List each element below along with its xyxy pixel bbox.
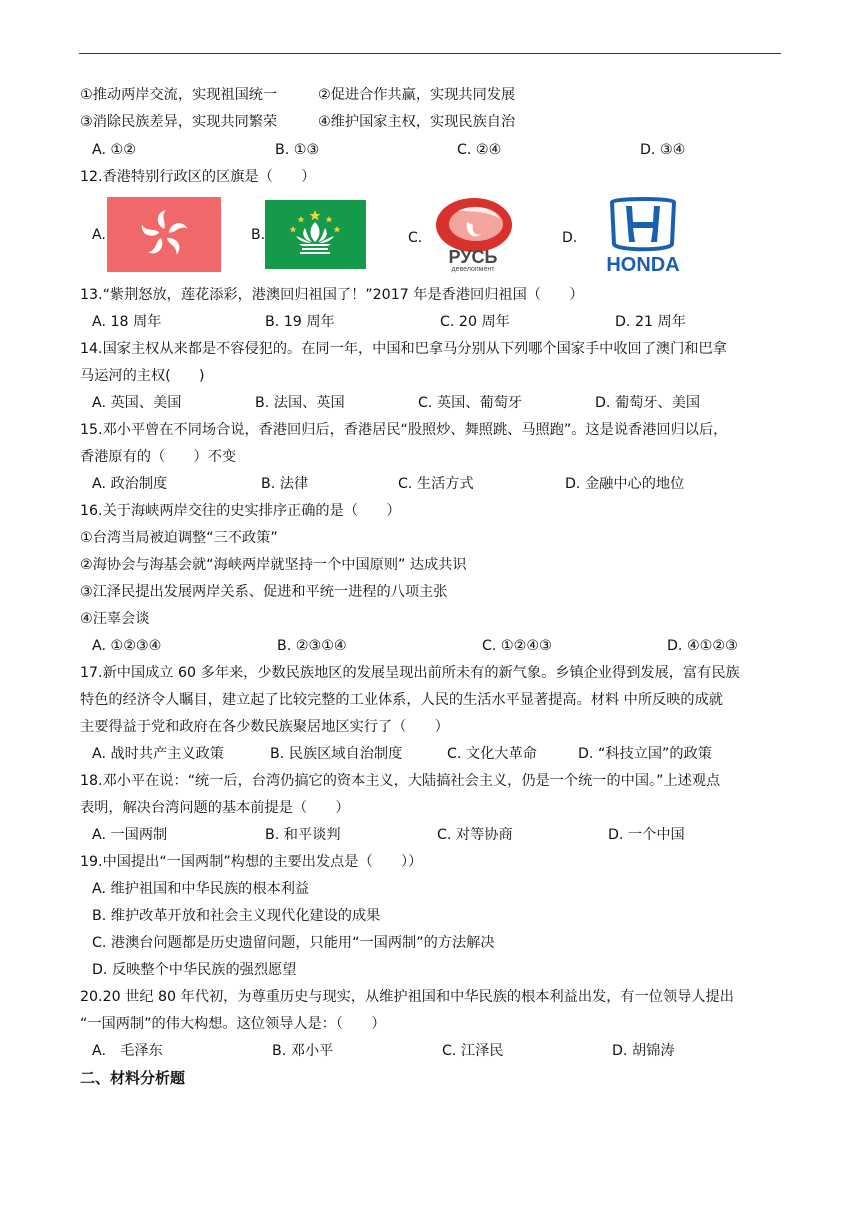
q16-item-1: ①台湾当局被迫调整“三不政策”	[80, 530, 278, 546]
q14-option-a[interactable]: A. 英国、美国	[92, 395, 182, 411]
q13-stem: 13.“紫荆怒放，莲花添彩，港澳回归祖国了！”2017 年是香港回归祖国（ ）	[80, 287, 584, 303]
q17-option-c[interactable]: C. 文化大革命	[447, 746, 537, 762]
q11-option-b[interactable]: B. ①③	[275, 142, 320, 158]
q12-option-c-label[interactable]: C.	[408, 230, 423, 246]
q19-option-d[interactable]: D. 反映整个中华民族的强烈愿望	[92, 962, 297, 978]
q14-option-c[interactable]: C. 英国、葡萄牙	[418, 395, 523, 411]
q19-option-c[interactable]: C. 港澳台问题都是历史遗留问题，只能用“一国两制”的方法解决	[92, 935, 495, 951]
q15-option-d[interactable]: D. 金融中心的地位	[565, 476, 685, 492]
q12-option-b-label[interactable]: B.	[251, 227, 266, 243]
q11-item-4: ④维护国家主权，实现民族自治	[318, 114, 516, 130]
q20-stem-line-1: 20.20 世纪 80 年代初，为尊重历史与现实，从维护祖国和中华民族的根本利益出发，有一位领导人提出	[80, 989, 734, 1005]
rus-development-logo-image[interactable]	[420, 197, 526, 273]
q12-option-d-label[interactable]: D.	[562, 230, 578, 246]
q16-option-c[interactable]: C. ①②④③	[482, 638, 552, 654]
rus-logo-text: РУСЬ	[448, 247, 498, 267]
q18-option-d[interactable]: D. 一个中国	[608, 827, 685, 843]
q14-option-b[interactable]: B. 法国、英国	[255, 395, 345, 411]
honda-logo-image[interactable]	[576, 196, 710, 274]
q20-stem-line-2: “一国两制”的伟大构想。这位领导人是：（ ）	[80, 1016, 386, 1032]
q20-option-c[interactable]: C. 江泽民	[442, 1043, 504, 1059]
section-heading-material-analysis: 二、材料分析题	[80, 1069, 186, 1087]
q11-option-d[interactable]: D. ③④	[640, 142, 686, 158]
macau-flag-image[interactable]	[265, 200, 366, 269]
q17-stem-line-1: 17.新中国成立 60 多年来，少数民族地区的发展呈现出前所未有的新气象。乡镇企业得到发展，富有民族	[80, 665, 740, 681]
q14-option-d[interactable]: D. 葡萄牙、美国	[595, 395, 701, 411]
q17-option-d[interactable]: D. “科技立国”的政策	[578, 746, 712, 762]
q19-option-a[interactable]: A. 维护祖国和中华民族的根本利益	[92, 881, 310, 897]
q15-option-c[interactable]: C. 生活方式	[398, 476, 474, 492]
q15-option-b[interactable]: B. 法律	[261, 476, 309, 492]
q16-option-b[interactable]: B. ②③①④	[277, 638, 347, 654]
hong-kong-flag-image[interactable]	[107, 197, 221, 272]
q20-option-b[interactable]: B. 邓小平	[272, 1043, 334, 1059]
q15-option-a[interactable]: A. 政治制度	[92, 476, 168, 492]
q14-stem-line-2: 马运河的主权( )	[80, 368, 205, 384]
q16-item-4: ④汪辜会谈	[80, 611, 150, 627]
header-rule	[79, 53, 781, 54]
q13-option-c[interactable]: C. 20 周年	[440, 314, 510, 330]
q11-option-a[interactable]: A. ①②	[92, 142, 136, 158]
q11-item-3: ③消除民族差异，实现共同繁荣	[80, 114, 278, 130]
q18-option-a[interactable]: A. 一国两制	[92, 827, 168, 843]
q11-item-2: ②促进合作共赢，实现共同发展	[318, 87, 516, 103]
q12-stem: 12.香港特别行政区的区旗是（ ）	[80, 169, 316, 185]
honda-logo-text: HONDA	[606, 254, 680, 274]
q16-stem: 16.关于海峡两岸交往的史实排序正确的是（ ）	[80, 503, 401, 519]
q18-stem-line-2: 表明，解决台湾问题的基本前提是（ ）	[80, 800, 350, 816]
q17-stem-line-2: 特色的经济令人瞩目，建立起了比较完整的工业体系，人民的生活水平显著提高。材料 中所反映的成就	[80, 692, 723, 708]
q16-item-2: ②海协会与海基会就“海峡两岸就坚持一个中国原则” 达成共识	[80, 557, 467, 573]
q17-option-b[interactable]: B. 民族区域自治制度	[270, 746, 403, 762]
q15-stem-line-2: 香港原有的（ ）不变	[80, 449, 237, 465]
q12-option-a-label[interactable]: A.	[92, 227, 106, 243]
q14-stem-line-1: 14.国家主权从来都是不容侵犯的。在同一年，中国和巴拿马分别从下列哪个国家手中收回了澳门和巴拿	[80, 341, 727, 357]
q18-option-b[interactable]: B. 和平谈判	[265, 827, 341, 843]
q17-option-a[interactable]: A. 战时共产主义政策	[92, 746, 224, 762]
q16-option-d[interactable]: D. ④①②③	[667, 638, 738, 654]
q13-option-a[interactable]: A. 18 周年	[92, 314, 162, 330]
q16-option-a[interactable]: A. ①②③④	[92, 638, 162, 654]
q16-item-3: ③江泽民提出发展两岸关系、促进和平统一进程的八项主张	[80, 584, 448, 600]
rus-logo-subtext: девелопмент	[451, 266, 495, 273]
q11-option-c[interactable]: C. ②④	[457, 142, 502, 158]
q18-stem-line-1: 18.邓小平在说：“统一后，台湾仍搞它的资本主义，大陆搞社会主义，仍是一个统一的中国。”上述观点	[80, 773, 721, 789]
q20-option-a[interactable]: A. 毛泽东	[92, 1043, 163, 1059]
q17-stem-line-3: 主要得益于党和政府在各少数民族聚居地区实行了（ ）	[80, 719, 449, 735]
q13-option-b[interactable]: B. 19 周年	[265, 314, 335, 330]
q13-option-d[interactable]: D. 21 周年	[615, 314, 686, 330]
q20-option-d[interactable]: D. 胡锦涛	[612, 1043, 675, 1059]
q19-option-b[interactable]: B. 维护改革开放和社会主义现代化建设的成果	[92, 908, 381, 924]
q18-option-c[interactable]: C. 对等协商	[437, 827, 513, 843]
q15-stem-line-1: 15.邓小平曾在不同场合说，香港回归后，香港居民“股照炒、舞照跳、马照跑”。这是说香港回归以后，	[80, 422, 728, 438]
q11-item-1: ①推动两岸交流，实现祖国统一	[80, 87, 278, 103]
q19-stem: 19.中国提出“一国两制”构想的主要出发点是（ ））	[80, 854, 423, 870]
